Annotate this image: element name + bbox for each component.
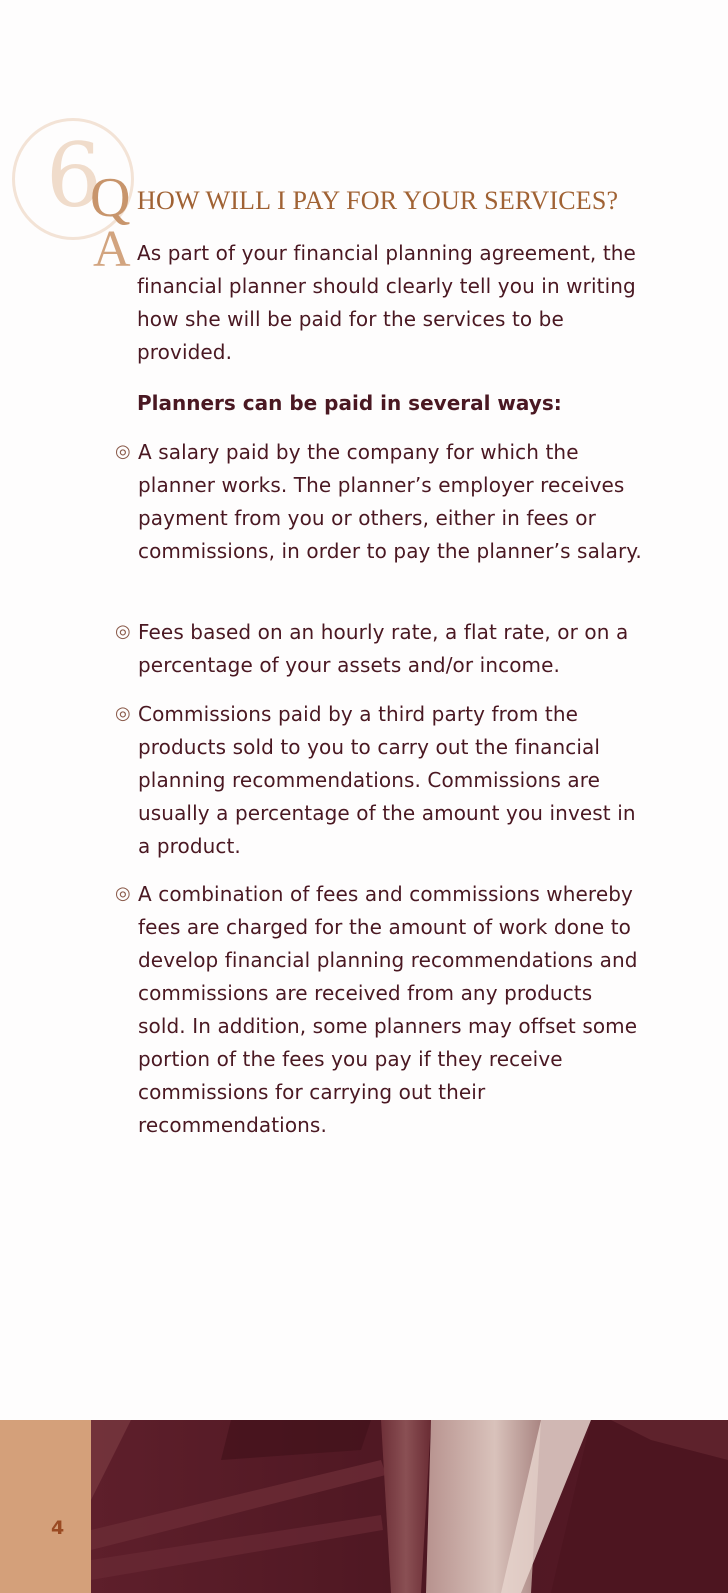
list-item [115, 698, 645, 863]
page-tab [0, 1420, 91, 1593]
list-item-text: Commissions paid by a third party from the products sold to you to carry out the financial planning recommendations. Commissions are usually a percentage of the amount you invest in a product. [138, 702, 636, 858]
answer-paragraph: As part of your financial planning agreement, the financial planner should clearly tell you in writing how she will be paid for the services to be provided. [137, 241, 636, 364]
bullet-icon: ◎ [115, 621, 131, 642]
question-heading: HOW WILL I PAY FOR YOUR SERVICES? [137, 186, 619, 215]
list-item [115, 878, 645, 1142]
bullet-icon: ◎ [115, 441, 131, 462]
ways-heading: Planners can be paid in several ways: [137, 391, 562, 415]
page-number: 4 [51, 1517, 65, 1539]
ornament-number: 6 [46, 124, 102, 227]
list-item-text: A salary paid by the company for which the planner works. The planner’s employer receives payment from you or others, either in fees or commissions, in order to pay the planner’s salary. [138, 440, 642, 563]
question-letter: Q [90, 167, 131, 229]
list-item [115, 436, 645, 568]
list-item-text: A combination of fees and commissions whereby fees are charged for the amount of work done to develop financial planning recommendations and commissions are received from any products sold. In addition, some planners may offset some portion of the fees you pay if they receive commissions for carrying out their recommendations. [138, 882, 638, 1137]
list-item [115, 616, 645, 682]
architecture-photo [91, 1420, 728, 1593]
list-item-text: Fees based on an hourly rate, a flat rate, or on a percentage of your assets and/or income. [138, 620, 629, 677]
bullet-icon: ◎ [115, 883, 131, 904]
answer-letter: A [93, 221, 131, 278]
footer-band [0, 1420, 728, 1593]
bullet-icon: ◎ [115, 703, 131, 724]
